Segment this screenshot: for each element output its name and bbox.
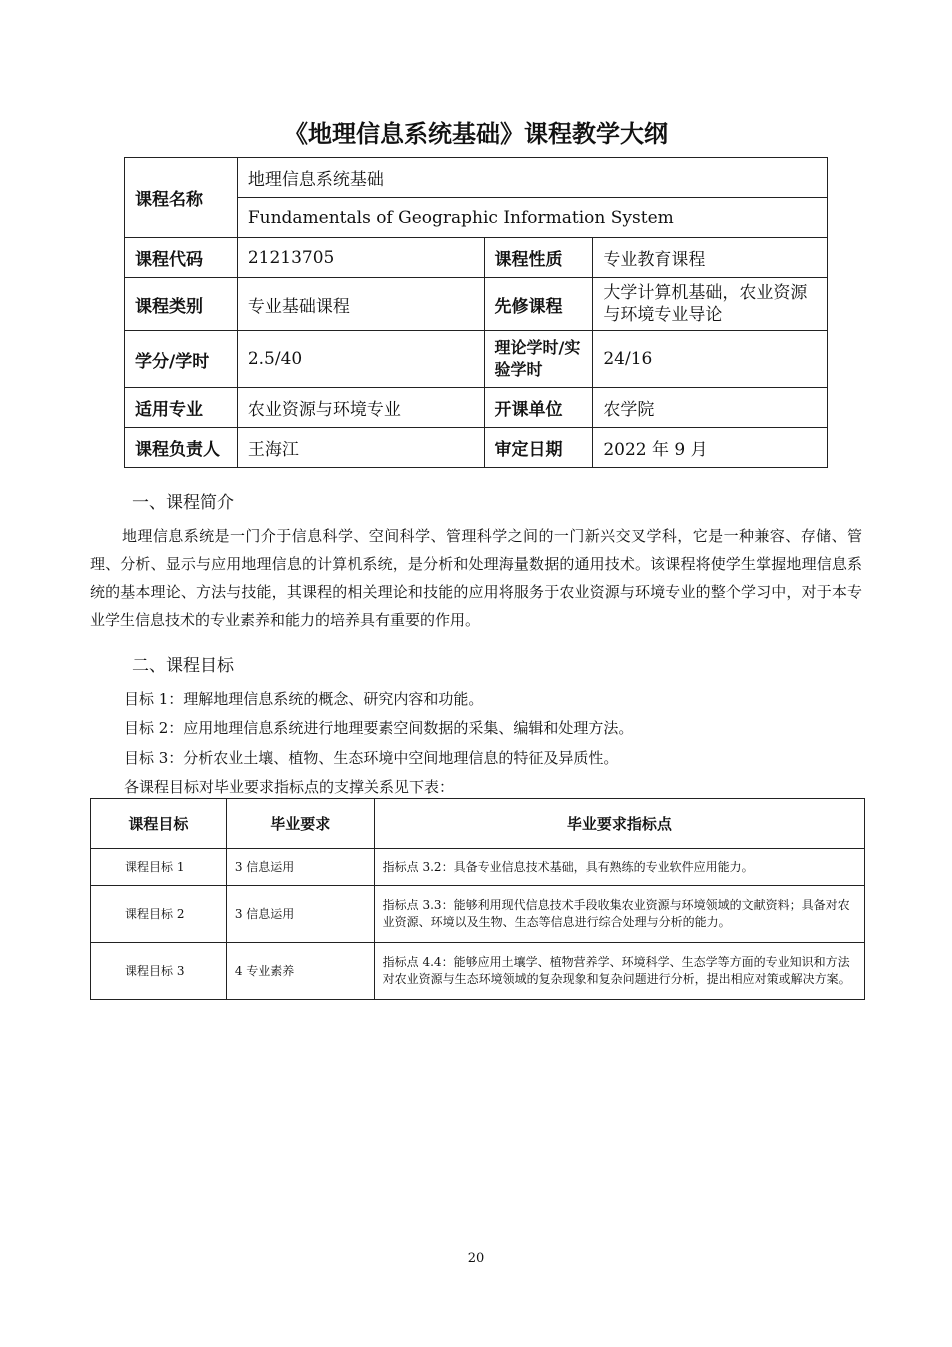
table-intro: 各课程目标对毕业要求指标点的支撑关系见下表： [124,778,455,796]
page-number: 20 [467,1251,485,1266]
course-info-table [124,157,828,468]
unit-label: 开课单位 [484,388,593,428]
table-row [91,849,865,886]
owner-value: 王海江 [237,428,484,468]
table-header-row [91,799,865,849]
row-goal: 课程目标 1 [91,849,227,886]
course-name-cn: 地理信息系统基础 [237,158,827,198]
hours-label: 理论学时/实验学时 [484,331,593,388]
date-value: 2022 年 9 月 [593,428,828,468]
header-req: 毕业要求 [226,799,374,849]
table-row [91,886,865,943]
row-point: 指标点 3.3：能够利用现代信息技术手段收集农业资源与环境领域的文献资料；具备对农业资源、环境以及生物、生态等信息进行综合处理与分析的能力。 [374,886,864,943]
course-code-label: 课程代码 [125,238,238,278]
row-req: 3 信息运用 [226,886,374,943]
section-heading-goals: 二、课程目标 [132,656,234,676]
goal-1: 目标 1：理解地理信息系统的概念、研究内容和功能。 [124,690,484,708]
date-label: 审定日期 [484,428,593,468]
course-nature-label: 课程性质 [484,238,593,278]
row-goal: 课程目标 3 [91,943,227,1000]
goal-2: 目标 2：应用地理信息系统进行地理要素空间数据的采集、编辑和处理方法。 [124,719,634,737]
major-value: 农业资源与环境专业 [237,388,484,428]
course-category-value: 专业基础课程 [237,278,484,331]
owner-label: 课程负责人 [125,428,238,468]
intro-paragraph: 地理信息系统是一门介于信息科学、空间科学、管理科学之间的一门新兴交叉学科，它是一种兼容、存储、管理、分析、显示与应用地理信息的计算机系统，是分析和处理海量数据的通用技术。该课程将使学生掌握地理信息系统的基本理论、方法与技能，其课程的相关理论和技能的应用将服务于农业资源与环境专业的整个学习中，对于本专业学生信息技术的专业素养和能力的培养具有重要的作用。 [90,527,862,629]
prereq-label: 先修课程 [484,278,593,331]
goal-3: 目标 3：分析农业土壤、植物、生态环境中空间地理信息的特征及异质性。 [124,749,619,767]
prereq-value: 大学计算机基础，农业资源与环境专业导论 [593,278,828,331]
course-nature-value: 专业教育课程 [593,238,828,278]
credit-label: 学分/学时 [125,331,238,388]
course-name-en: Fundamentals of Geographic Information System [237,198,827,238]
row-point: 指标点 4.4：能够应用土壤学、植物营养学、环境科学、生态学等方面的专业知识和方法对农业资源与生态环境领域的复杂现象和复杂问题进行分析，提出相应对策或解决方案。 [374,943,864,1000]
course-code-value: 21213705 [237,238,484,278]
table-row [91,943,865,1000]
row-req: 4 专业素养 [226,943,374,1000]
row-req: 3 信息运用 [226,849,374,886]
section-heading-intro: 一、课程简介 [132,493,234,513]
header-point: 毕业要求指标点 [374,799,864,849]
course-name-label: 课程名称 [125,158,238,238]
row-point: 指标点 3.2：具备专业信息技术基础，具有熟练的专业软件应用能力。 [374,849,864,886]
header-goal: 课程目标 [91,799,227,849]
hours-value: 24/16 [593,331,828,388]
credit-value: 2.5/40 [237,331,484,388]
unit-value: 农学院 [593,388,828,428]
major-label: 适用专业 [125,388,238,428]
row-goal: 课程目标 2 [91,886,227,943]
document-title: 《地理信息系统基础》课程教学大纲 [284,120,668,148]
course-category-label: 课程类别 [125,278,238,331]
goals-table [90,798,865,1000]
